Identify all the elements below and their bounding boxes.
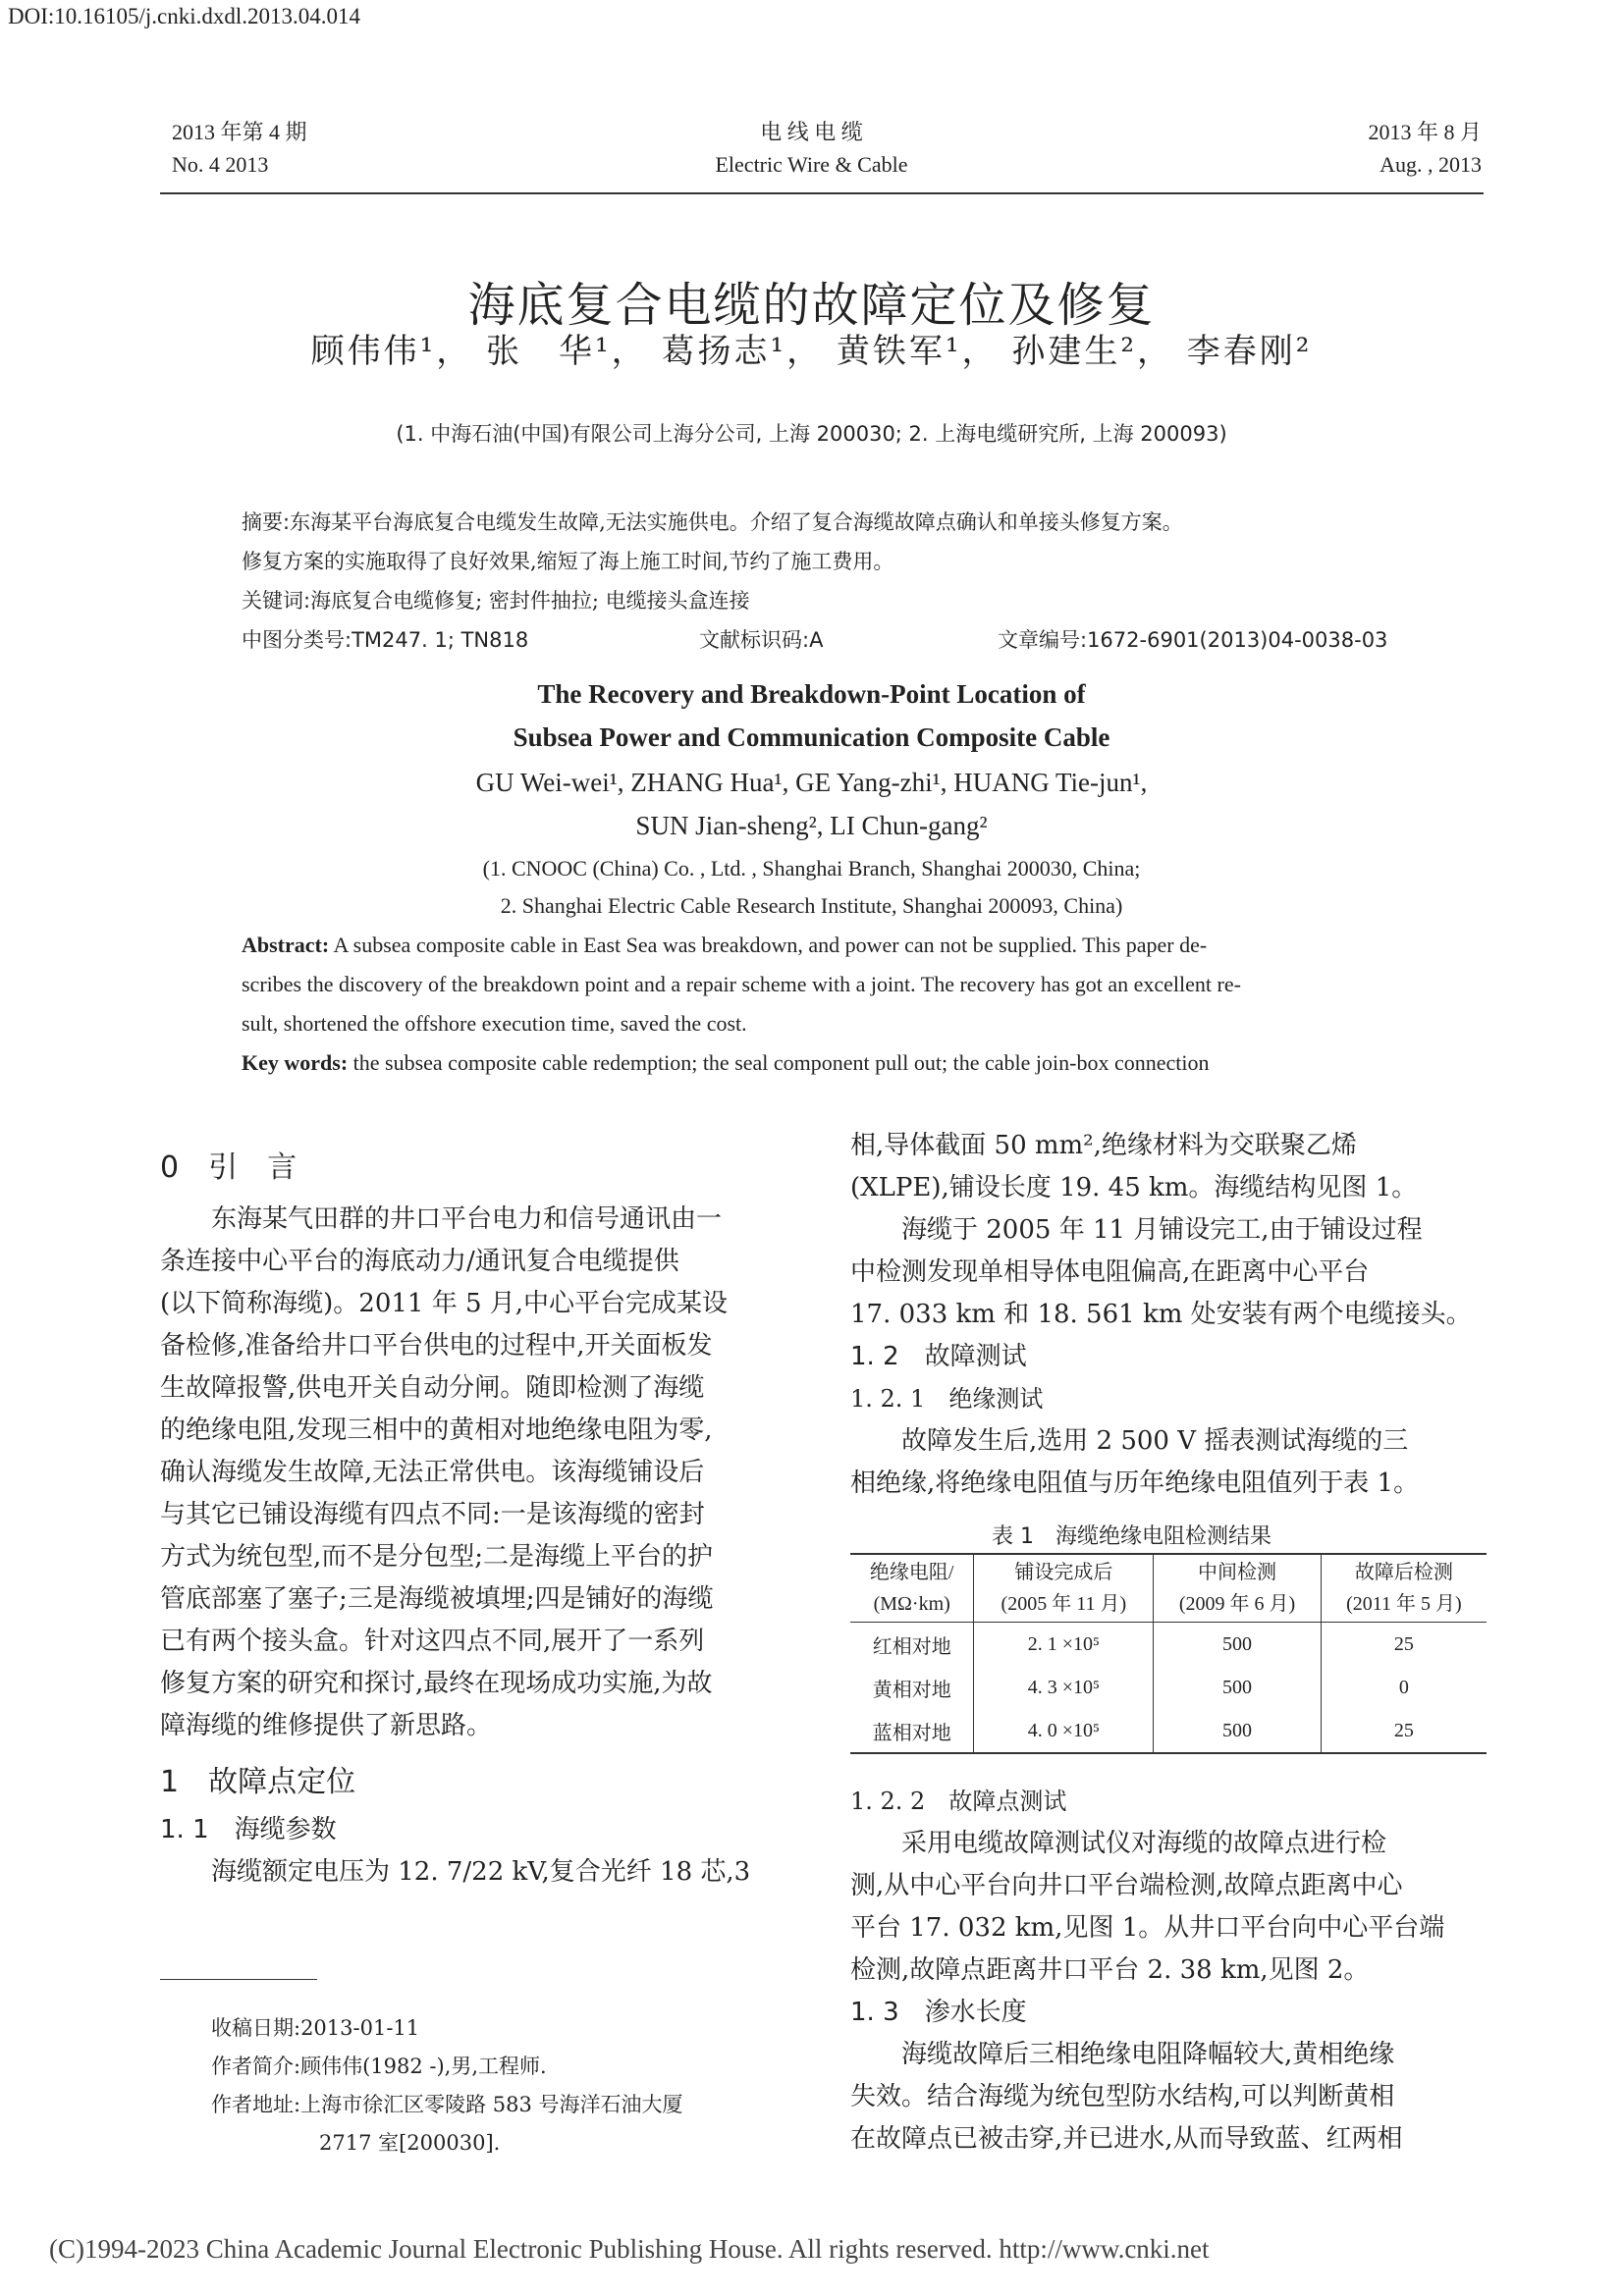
- paper-title-cn: 海底复合电缆的故障定位及修复: [467, 278, 1156, 333]
- abstract-cn-line1: [242, 507, 1183, 536]
- paper-title-en-line1: The Recovery and Breakdown-Point Location of: [537, 679, 1086, 709]
- abstract-en-line1: [242, 933, 1207, 958]
- article-number: 文章编号:1672-6901(2013)04-0038-03: [998, 628, 1388, 652]
- table-row: [850, 1666, 1487, 1709]
- header-rule: [160, 192, 1484, 194]
- table-cell: 25: [1393, 1719, 1414, 1741]
- intro-line: 障海缆的维修提供了新思路。: [160, 1711, 493, 1740]
- issue-date: [1368, 116, 1482, 181]
- right-column-top: [850, 1125, 1488, 1505]
- intro-paragraph: [160, 1199, 798, 1747]
- abstract-en-text1: A subsea composite cable in East Sea was breakdown, and power can not be supplied. This paper de-: [329, 933, 1208, 957]
- body-line: 失效。结合海缆为统包型防水结构,可以判断黄相: [850, 2082, 1395, 2111]
- keywords-en-label: Key words:: [242, 1050, 349, 1075]
- paper-title-en-line2: Subsea Power and Communication Composite Cable: [513, 722, 1110, 752]
- keywords-cn-label: 关键词:: [242, 589, 311, 613]
- right-column-bottom: [850, 1781, 1488, 2161]
- footnote-rule: [160, 1979, 317, 1980]
- section-1-2-2-heading: 1. 2. 2 故障点测试: [850, 1788, 1067, 1815]
- authors-en-line1: GU Wei-wei¹, ZHANG Hua¹, GE Yang-zhi¹, HUANG Tie-jun¹,: [475, 768, 1148, 797]
- date-en: Aug. , 2013: [1380, 152, 1482, 177]
- journal-name-en: Electric Wire & Cable: [715, 152, 908, 177]
- body-line: 在故障点已被击穿,并已进水,从而导致蓝、红两相: [850, 2124, 1403, 2154]
- affiliation-cn: (1. 中海石油(中国)有限公司上海分公司, 上海 200030; 2. 上海电缆研究所, 上海 200093): [396, 422, 1227, 446]
- section-1-2-heading: 1. 2 故障测试: [850, 1342, 1027, 1371]
- table-cell: 500: [1154, 1709, 1321, 1753]
- section-1-2-1-heading: 1. 2. 1 绝缘测试: [850, 1385, 1044, 1413]
- intro-line: 备检修,准备给井口平台供电的过程中,开关面板发: [160, 1331, 713, 1361]
- intro-line: 生故障报警,供电开关自动分闸。随即检测了海缆: [160, 1373, 705, 1403]
- footnote-address: 作者地址:上海市徐汇区零陵路 583 号海洋石油大厦: [211, 2093, 683, 2116]
- abstract-en-label: Abstract:: [242, 933, 330, 957]
- affiliation-en-line1: (1. CNOOC (China) Co. , Ltd. , Shanghai Branch, Shanghai 200030, China;: [482, 856, 1141, 881]
- keywords-cn-text: 海底复合电缆修复; 密封件抽拉; 电缆接头盒连接: [310, 589, 750, 613]
- body-line: 平台 17. 032 km,见图 1。从井口平台向中心平台端: [850, 1913, 1445, 1943]
- footnote-address-cont: 2717 室[200030].: [319, 2131, 501, 2155]
- keywords-en: [242, 1050, 1209, 1076]
- table-1-caption: 表 1 海缆绝缘电阻检测结果: [992, 1524, 1271, 1549]
- table-header-cell: 中间检测 (2009 年 6 月): [1154, 1554, 1321, 1623]
- section-0-heading: 0 引 言: [160, 1150, 298, 1185]
- table-cell: 黄相对地: [850, 1666, 974, 1709]
- abstract-cn-line2: 修复方案的实施取得了良好效果,缩短了海上施工时间,节约了施工费用。: [242, 550, 894, 573]
- issue-cn: 2013 年第 4 期: [172, 120, 307, 144]
- table-cell: 0: [1398, 1676, 1409, 1698]
- insulation-resistance-table: [850, 1553, 1487, 1754]
- date-cn: 2013 年 8 月: [1368, 120, 1482, 144]
- table-row: [850, 1623, 1487, 1667]
- section-1-3-heading: 1. 3 渗水长度: [850, 1998, 1027, 2027]
- section-1-heading: 1 故障点定位: [160, 1765, 356, 1799]
- body-line: 相,导体截面 50 mm²,绝缘材料为交联聚乙烯: [850, 1131, 1357, 1160]
- affiliation-en-line2: 2. Shanghai Electric Cable Research Institute, Shanghai 200093, China): [500, 893, 1123, 918]
- abstract-en-line3: sult, shortened the offshore execution time, saved the cost.: [242, 1011, 747, 1036]
- table-cell: 4. 0 ×10⁵: [974, 1709, 1154, 1753]
- table-cell: 500: [1154, 1623, 1321, 1667]
- keywords-en-text: the subsea composite cable redemption; the seal component pull out; the cable join-box connection: [348, 1050, 1210, 1075]
- copyright-notice: (C)1994-2023 China Academic Journal Electronic Publishing House. All rights reserved. http://www.cnki.net: [49, 2234, 1210, 2264]
- intro-line: 确认海缆发生故障,无法正常供电。该海缆铺设后: [160, 1458, 705, 1487]
- clc-number: 中图分类号:TM247. 1; TN818: [242, 628, 529, 652]
- intro-line: 条连接中心平台的海底动力/通讯复合电缆提供: [160, 1247, 679, 1276]
- intro-line: 与其它已铺设海缆有四点不同:一是该海缆的密封: [160, 1500, 705, 1529]
- intro-line: 管底部塞了塞子;三是海缆被填埋;四是铺好的海缆: [160, 1584, 714, 1614]
- body-line: 故障发生后,选用 2 500 V 摇表测试海缆的三: [901, 1426, 1409, 1456]
- abstract-cn-text1: 东海某平台海底复合电缆发生故障,无法实施供电。介绍了复合海缆故障点确认和单接头修复方案。: [290, 510, 1183, 534]
- body-line: 采用电缆故障测试仪对海缆的故障点进行检: [901, 1829, 1387, 1858]
- authors-en-line2: SUN Jian-sheng², LI Chun-gang²: [635, 811, 988, 840]
- cable-params-line: 海缆额定电压为 12. 7/22 kV,复合光纤 18 芯,3: [211, 1857, 751, 1887]
- abstract-en-line2: scribes the discovery of the breakdown point and a repair scheme with a joint. The recovery has got an excellent re-: [242, 972, 1241, 996]
- table-header-cell: 绝缘电阻/ (MΩ·km): [850, 1554, 974, 1623]
- table-row: [850, 1709, 1487, 1753]
- doi: DOI:10.16105/j.cnki.dxdl.2013.04.014: [8, 4, 361, 28]
- abstract-cn-label: 摘要:: [242, 510, 291, 534]
- intro-line: 已有两个接头盒。针对这四点不同,展开了一系列: [160, 1627, 705, 1656]
- table-cell: 红相对地: [850, 1623, 974, 1667]
- keywords-cn: [242, 585, 750, 614]
- issue-en: No. 4 2013: [172, 152, 269, 177]
- intro-line: 东海某气田群的井口平台电力和信号通讯由一: [211, 1204, 723, 1234]
- table-cell: 蓝相对地: [850, 1709, 974, 1753]
- body-line: 测,从中心平台向井口平台端检测,故障点距离中心: [850, 1871, 1403, 1900]
- body-line: 海缆于 2005 年 11 月铺设完工,由于铺设过程: [901, 1215, 1423, 1245]
- intro-line: 方式为统包型,而不是分包型;二是海缆上平台的护: [160, 1542, 714, 1572]
- footnote-author: 作者简介:顾伟伟(1982 -),男,工程师.: [211, 2055, 547, 2078]
- intro-line: 修复方案的研究和探讨,最终在现场成功实施,为故: [160, 1669, 713, 1698]
- intro-line: 的绝缘电阻,发现三相中的黄相对地绝缘电阻为零,: [160, 1415, 713, 1445]
- body-line: (XLPE),铺设长度 19. 45 km。海缆结构见图 1。: [850, 1173, 1418, 1202]
- journal-name-cn: 电 线 电 缆: [760, 120, 863, 144]
- left-column: [160, 1147, 798, 1894]
- table-header-row: [850, 1554, 1487, 1623]
- table-header-cell: 故障后检测 (2011 年 5 月): [1321, 1554, 1487, 1623]
- table-cell: 25: [1393, 1632, 1414, 1655]
- document-code: 文献标识码:A: [699, 628, 824, 652]
- table-header-cell: 铺设完成后 (2005 年 11 月): [974, 1554, 1154, 1623]
- body-line: 海缆故障后三相绝缘电阻降幅较大,黄相绝缘: [901, 2040, 1395, 2069]
- table-cell: 2. 1 ×10⁵: [974, 1623, 1154, 1667]
- body-line: 17. 033 km 和 18. 561 km 处安装有两个电缆接头。: [850, 1300, 1472, 1329]
- table-cell: 4. 3 ×10⁵: [974, 1666, 1154, 1709]
- authors-cn: 顾伟伟¹， 张 华¹， 葛扬志¹， 黄铁军¹， 孙建生²， 李春刚²: [310, 332, 1313, 371]
- body-line: 中检测发现单相导体电阻偏高,在距离中心平台: [850, 1257, 1370, 1287]
- section-1-1-heading: 1. 1 海缆参数: [160, 1815, 337, 1844]
- body-line: 相绝缘,将绝缘电阻值与历年绝缘电阻值列于表 1。: [850, 1468, 1420, 1498]
- body-line: 检测,故障点距离井口平台 2. 38 km,见图 2。: [850, 1955, 1370, 1985]
- intro-line: (以下简称海缆)。2011 年 5 月,中心平台完成某设: [160, 1289, 729, 1318]
- footnote-received: 收稿日期:2013-01-11: [211, 2016, 420, 2040]
- table-cell: 500: [1154, 1666, 1321, 1709]
